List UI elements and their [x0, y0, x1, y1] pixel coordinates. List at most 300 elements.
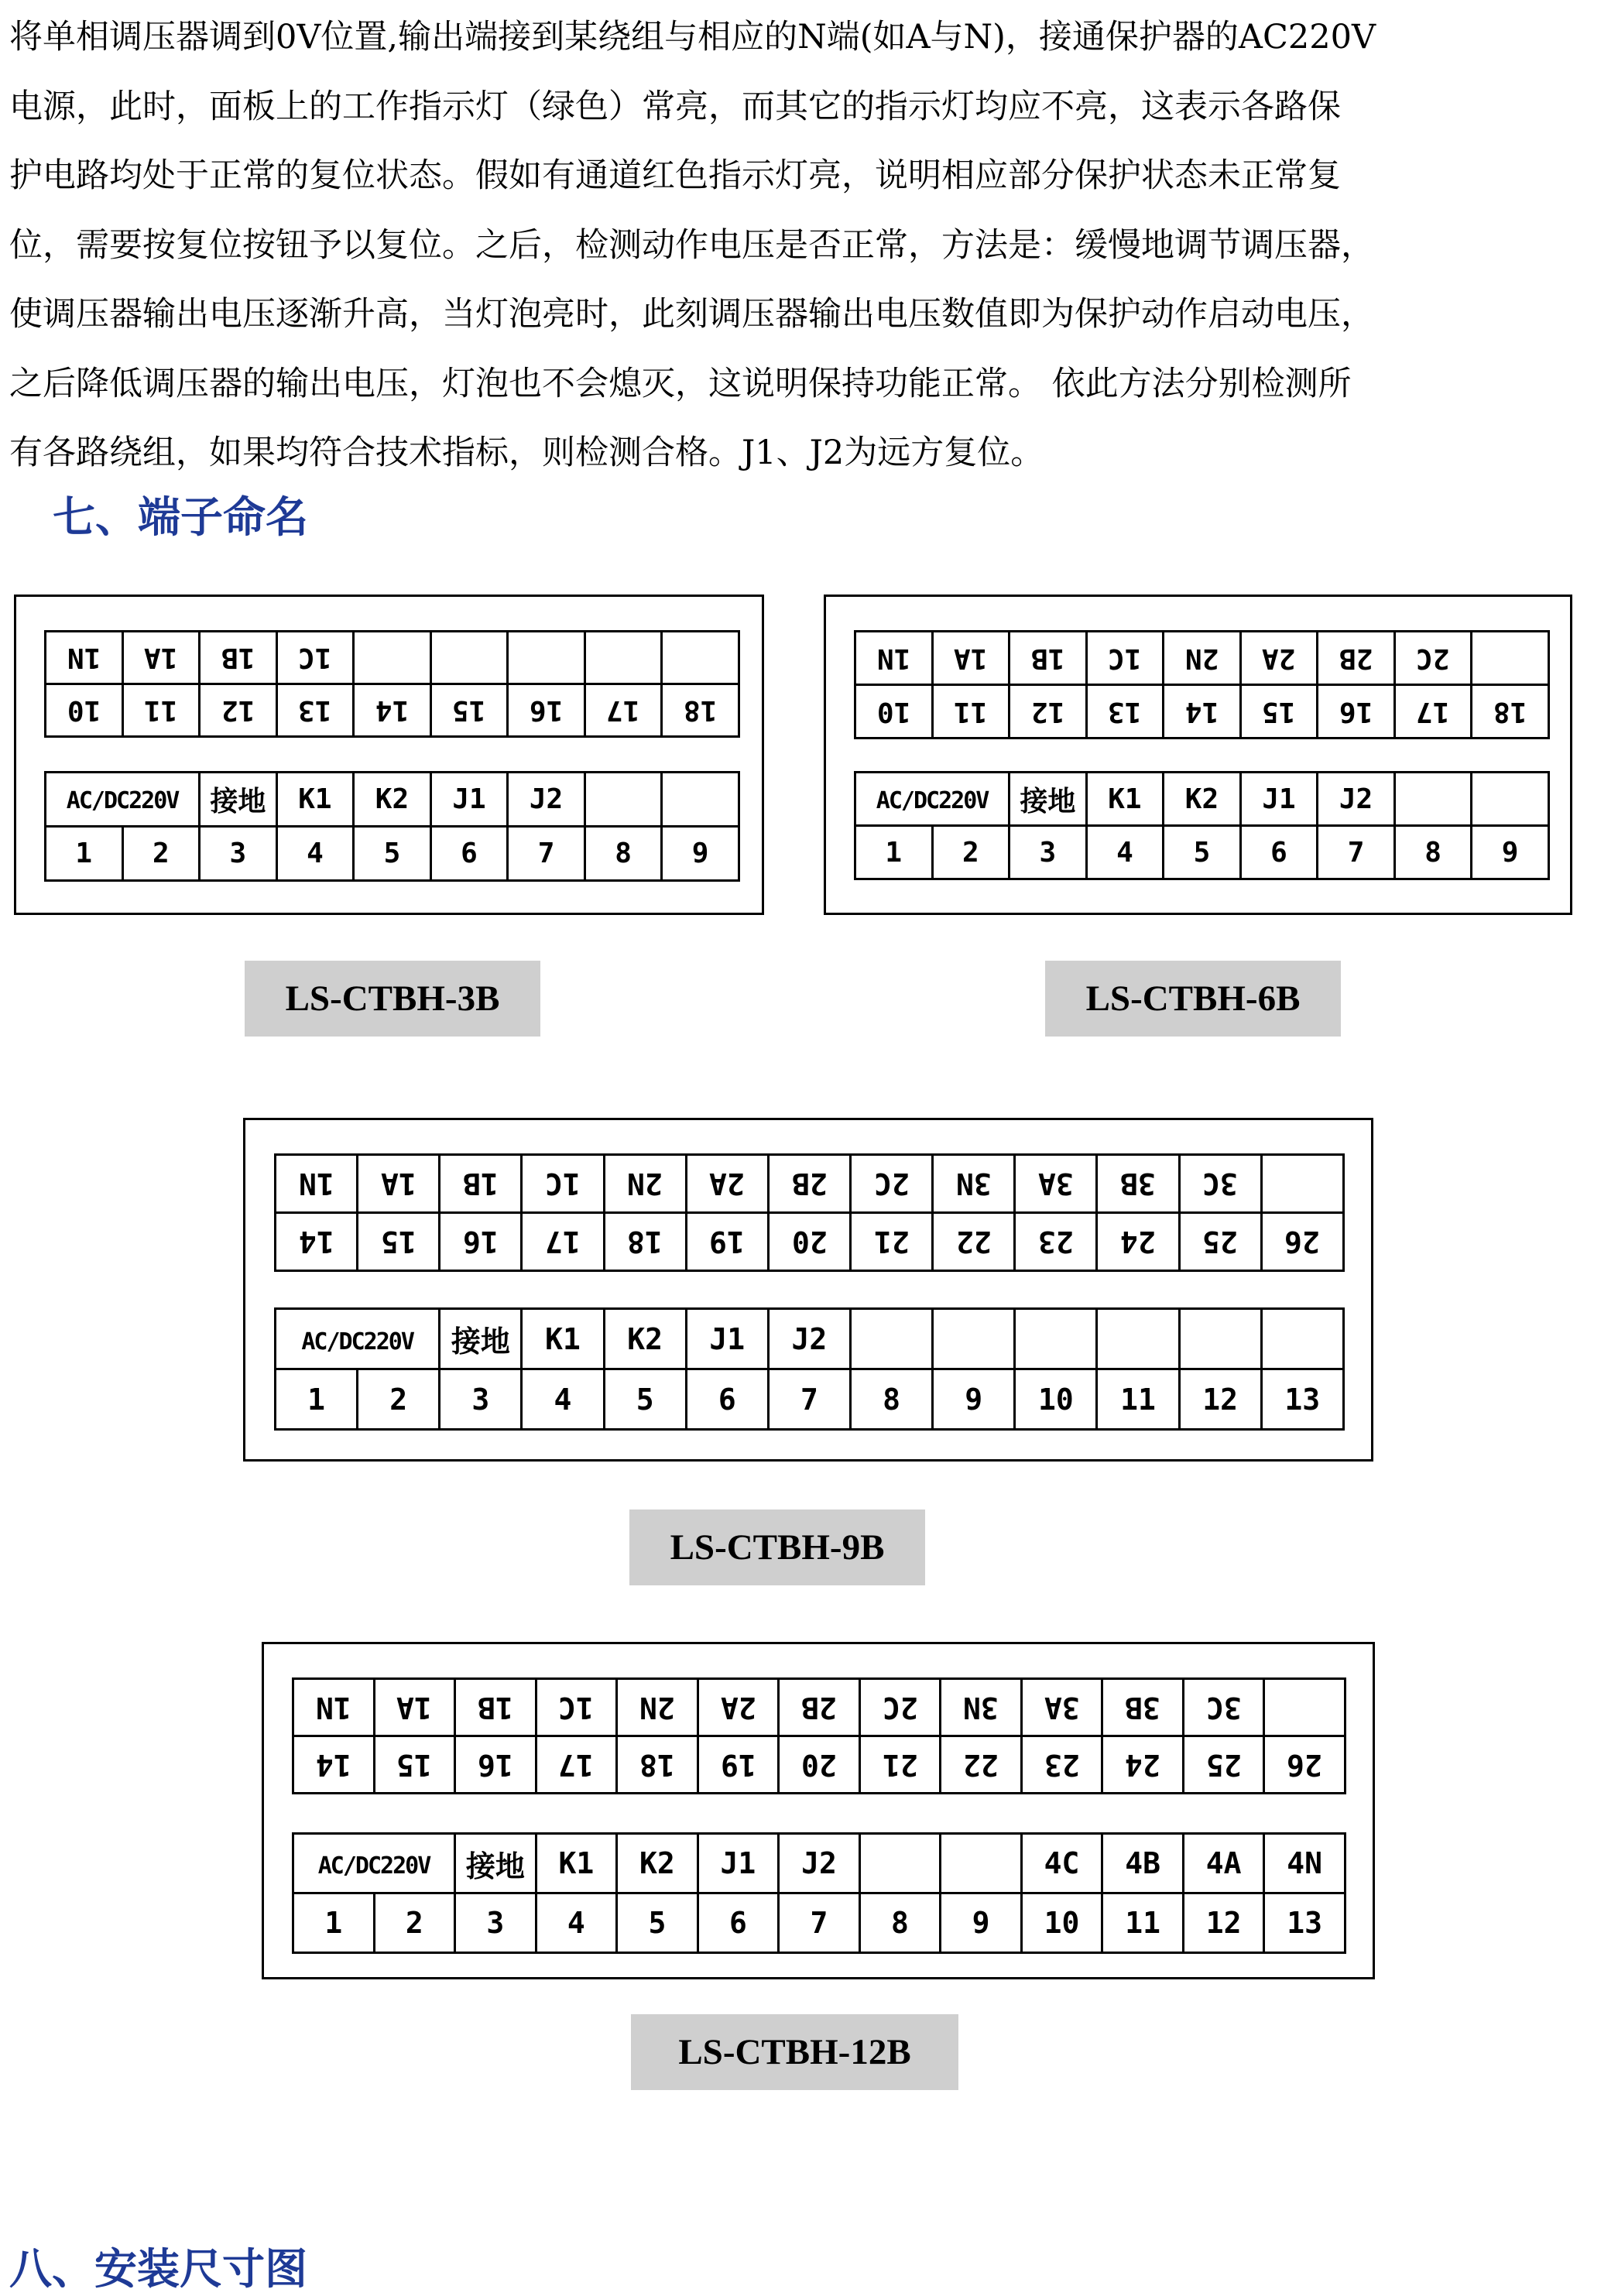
terminal-label-cell [941, 1679, 1022, 1736]
terminal-label: 2A [709, 1167, 746, 1201]
terminal-number-cell [698, 1736, 779, 1794]
terminal-label: K1 [558, 1846, 595, 1880]
terminal-number: 16 [462, 1225, 499, 1259]
terminal-number: 10 [67, 694, 101, 726]
terminal-label-cell [1318, 773, 1395, 826]
terminal-number-cell [276, 1213, 358, 1271]
terminal-label: 1A [380, 1167, 416, 1201]
terminal-number-cell [522, 1369, 604, 1430]
terminal-number: 17 [545, 1225, 581, 1259]
lower-terminal-table [274, 1307, 1345, 1431]
terminal-label: K1 [298, 783, 332, 815]
terminal-label-cell [1086, 773, 1164, 826]
terminal-number-cell [1021, 1736, 1102, 1794]
terminal-label: 2B [791, 1167, 828, 1201]
terminal-number-cell [1086, 685, 1164, 738]
terminal-number-cell [850, 1369, 932, 1430]
terminal-label-cell [276, 1309, 440, 1369]
terminal-number-cell [768, 1369, 850, 1430]
terminal-label-cell [122, 632, 200, 684]
label-row [46, 773, 739, 827]
terminal-label-cell [1261, 1155, 1343, 1213]
terminal-number: 8 [891, 1906, 909, 1940]
terminal-label: K2 [627, 1321, 663, 1356]
terminal-number: 25 [1205, 1747, 1242, 1782]
terminal-number-cell [604, 1213, 686, 1271]
terminal-label: AC/DC220V [66, 787, 179, 814]
terminal-number: 10 [876, 695, 910, 728]
terminal-number-cell [1318, 685, 1395, 738]
terminal-number: 17 [606, 694, 640, 726]
terminal-number-cell [584, 684, 662, 737]
terminal-number: 13 [1108, 695, 1142, 728]
terminal-number: 15 [380, 1225, 416, 1259]
number-row [855, 685, 1549, 738]
terminal-label: 1A [954, 642, 988, 674]
terminal-number-cell [358, 1369, 440, 1430]
paragraph-line: 电源，此时，面板上的工作指示灯（绿色）常亮，而其它的指示灯均应不亮，这表示各路保 [9, 87, 1341, 126]
terminal-label-cell [933, 1155, 1015, 1213]
paragraph-line: 将单相调压器调到0V位置,输出端接到某绕组与相应的N端(如A与N)，接通保护器的AC220V [9, 18, 1376, 57]
upper-terminal-table [292, 1677, 1346, 1794]
model-label-9b: LS-CTBH-9B [629, 1510, 925, 1585]
terminal-label-cell [354, 632, 431, 684]
terminal-label-cell [1097, 1155, 1179, 1213]
terminal-panel-9b [243, 1118, 1373, 1462]
terminal-number: 12 [1030, 695, 1065, 728]
terminal-number-cell [1010, 826, 1087, 879]
terminal-number: 8 [883, 1382, 900, 1417]
terminal-number-cell [1164, 685, 1241, 738]
terminal-label: J2 [1339, 783, 1373, 815]
terminal-label-cell [859, 1679, 941, 1736]
terminal-label-cell [430, 773, 508, 827]
terminal-label: 2B [801, 1690, 837, 1725]
terminal-number-cell [1240, 685, 1318, 738]
terminal-number: 20 [801, 1747, 837, 1782]
terminal-number-cell [1261, 1369, 1343, 1430]
terminal-number: 21 [873, 1225, 910, 1259]
terminal-number: 9 [1501, 836, 1519, 869]
terminal-label-cell [46, 773, 200, 827]
terminal-number: 11 [144, 694, 178, 726]
terminal-number-cell [430, 684, 508, 737]
terminal-label-cell [1240, 773, 1318, 826]
terminal-number-cell [358, 1213, 440, 1271]
terminal-label: 接地 [1020, 785, 1076, 817]
terminal-label: K1 [545, 1321, 581, 1356]
terminal-number: 6 [718, 1382, 736, 1417]
label-row [855, 632, 1549, 685]
terminal-number-cell [1010, 685, 1087, 738]
terminal-label: K2 [1184, 783, 1219, 815]
terminal-number: 2 [405, 1906, 423, 1940]
terminal-number: 7 [537, 838, 555, 869]
terminal-label-cell [354, 773, 431, 827]
terminal-number-cell [374, 1893, 455, 1953]
terminal-number: 5 [636, 1382, 654, 1417]
terminal-number-cell [354, 827, 431, 881]
terminal-label-cell [604, 1309, 686, 1369]
terminal-number-cell [1264, 1893, 1345, 1953]
terminal-label: AC/DC220V [317, 1852, 430, 1880]
terminal-label-cell [1179, 1309, 1261, 1369]
terminal-number: 7 [800, 1382, 818, 1417]
terminal-number: 12 [1205, 1906, 1242, 1940]
terminal-number-cell [536, 1893, 617, 1953]
terminal-number: 9 [972, 1906, 990, 1940]
terminal-label: 3N [963, 1690, 999, 1725]
terminal-number-cell [1183, 1893, 1264, 1953]
terminal-label: 3B [1120, 1167, 1156, 1201]
terminal-number-cell [1240, 826, 1318, 879]
terminal-label: 2C [873, 1167, 910, 1201]
terminal-label: J1 [709, 1321, 746, 1356]
terminal-label: 3A [1044, 1690, 1080, 1725]
terminal-number: 19 [720, 1747, 756, 1782]
number-row [855, 826, 1549, 879]
terminal-label: 1A [144, 642, 178, 673]
terminal-number-cell [1261, 1213, 1343, 1271]
model-label-12b: LS-CTBH-12B [631, 2014, 958, 2090]
terminal-label-cell [1102, 1679, 1184, 1736]
terminal-label-cell [440, 1309, 522, 1369]
terminal-label-cell [686, 1309, 768, 1369]
terminal-number-cell [1015, 1369, 1097, 1430]
terminal-number: 18 [1493, 695, 1527, 728]
terminal-number-cell [1097, 1213, 1179, 1271]
terminal-number-cell [1264, 1736, 1345, 1794]
terminal-number: 14 [298, 1225, 334, 1259]
terminal-number: 12 [221, 694, 255, 726]
terminal-label: 1N [67, 642, 101, 673]
terminal-number: 17 [1416, 695, 1450, 728]
paragraph-line: 之后降低调压器的输出电压，灯泡也不会熄灭，这说明保持功能正常。 依此方法分别检测所 [9, 364, 1352, 403]
label-row [855, 773, 1549, 826]
terminal-number-cell [440, 1213, 522, 1271]
terminal-label: 3N [955, 1167, 992, 1201]
terminal-number-cell [1179, 1369, 1261, 1430]
terminal-label-cell [1261, 1309, 1343, 1369]
terminal-label: 2A [720, 1690, 756, 1725]
label-row [293, 1679, 1345, 1736]
terminal-label: 接地 [210, 786, 266, 817]
terminal-number-cell [1097, 1369, 1179, 1430]
terminal-label-cell [662, 632, 739, 684]
terminal-number: 18 [683, 694, 718, 726]
terminal-label: 1N [876, 642, 910, 674]
terminal-number: 4 [567, 1906, 585, 1940]
terminal-number-cell [1318, 826, 1395, 879]
terminal-number-cell [662, 684, 739, 737]
terminal-number-cell [374, 1736, 455, 1794]
lower-terminal-table [292, 1832, 1346, 1954]
terminal-label: J1 [720, 1846, 756, 1880]
terminal-label: 接地 [465, 1849, 525, 1883]
label-row [276, 1155, 1344, 1213]
terminal-number-cell [941, 1893, 1022, 1953]
terminal-number-cell [617, 1736, 698, 1794]
terminal-label-cell [584, 773, 662, 827]
terminal-panel-6b [824, 595, 1572, 915]
terminal-number: 8 [615, 838, 632, 869]
terminal-number: 16 [529, 694, 564, 726]
terminal-number: 15 [452, 694, 486, 726]
terminal-number: 7 [810, 1906, 828, 1940]
terminal-number: 11 [954, 695, 988, 728]
terminal-label: 1N [315, 1690, 351, 1725]
terminal-number-cell [698, 1893, 779, 1953]
terminal-number-cell [779, 1736, 860, 1794]
terminal-number: 2 [962, 836, 979, 869]
upper-terminal-table [44, 630, 740, 738]
terminal-label-cell [522, 1155, 604, 1213]
terminal-number-cell [855, 685, 933, 738]
terminal-label-cell [850, 1309, 932, 1369]
lower-terminal-table [44, 771, 740, 882]
terminal-label: AC/DC220V [301, 1328, 413, 1355]
terminal-label: 3A [1037, 1167, 1074, 1201]
terminal-label-cell [855, 632, 933, 685]
terminal-number-cell [1164, 826, 1241, 879]
number-row [276, 1213, 1344, 1271]
terminal-number: 5 [648, 1906, 667, 1940]
terminal-number: 15 [396, 1747, 433, 1782]
terminal-label-cell [859, 1834, 941, 1893]
terminal-label: K2 [375, 783, 410, 815]
terminal-number: 1 [885, 836, 903, 869]
terminal-label-cell [536, 1679, 617, 1736]
terminal-label-cell [508, 773, 585, 827]
terminal-number: 21 [882, 1747, 918, 1782]
terminal-label-cell [1318, 632, 1395, 685]
terminal-label-cell [536, 1834, 617, 1893]
terminal-number-cell [604, 1369, 686, 1430]
terminal-number: 14 [1184, 695, 1219, 728]
terminal-label: J2 [529, 783, 564, 815]
terminal-label-cell [617, 1679, 698, 1736]
number-row [46, 684, 739, 737]
terminal-label-cell [276, 1155, 358, 1213]
terminal-number-cell [1015, 1213, 1097, 1271]
paragraph-line: 使调压器输出电压逐渐升高，当灯泡亮时，此刻调压器输出电压数值即为保护动作启动电压， [9, 295, 1374, 334]
terminal-number: 6 [461, 838, 478, 869]
terminal-number: 19 [709, 1225, 746, 1259]
terminal-label-cell [941, 1834, 1022, 1893]
terminal-number: 9 [965, 1382, 983, 1417]
terminal-label: 1C [298, 642, 332, 673]
section-7-heading: 七、端子命名 [53, 492, 309, 542]
terminal-label: 1N [298, 1167, 334, 1201]
terminal-number-cell [276, 827, 354, 881]
terminal-number-cell [850, 1213, 932, 1271]
terminal-label-cell [1015, 1155, 1097, 1213]
terminal-label: 2N [627, 1167, 663, 1201]
terminal-number-cell [430, 827, 508, 881]
terminal-label-cell [200, 773, 277, 827]
terminal-number: 20 [791, 1225, 828, 1259]
terminal-label: 2C [882, 1690, 918, 1725]
terminal-label: 4C [1044, 1846, 1080, 1880]
terminal-number-cell [508, 827, 585, 881]
terminal-number-cell [276, 684, 354, 737]
terminal-label-cell [768, 1155, 850, 1213]
terminal-number-cell [200, 827, 277, 881]
terminal-label-cell [1102, 1834, 1184, 1893]
terminal-label-cell [1021, 1834, 1102, 1893]
terminal-label: 2N [1184, 642, 1219, 674]
paragraph-line: 位，需要按复位按钮予以复位。之后，检测动作电压是否正常，方法是：缓慢地调节调压器， [9, 225, 1374, 265]
terminal-number: 2 [389, 1382, 408, 1417]
terminal-label: 接地 [451, 1324, 510, 1359]
label-row [293, 1834, 1345, 1893]
terminal-label-cell [686, 1155, 768, 1213]
terminal-label-cell [617, 1834, 698, 1893]
terminal-label-cell [455, 1834, 536, 1893]
terminal-number: 1 [307, 1382, 326, 1417]
terminal-number: 16 [477, 1747, 513, 1782]
terminal-number-cell [1102, 1893, 1184, 1953]
terminal-label: 4B [1125, 1846, 1160, 1880]
terminal-number-cell [932, 826, 1010, 879]
terminal-number-cell [855, 826, 933, 879]
terminal-panel-12b [262, 1642, 1375, 1979]
terminal-label: 1C [545, 1167, 581, 1201]
terminal-panel-3b [14, 595, 764, 915]
terminal-number: 15 [1262, 695, 1296, 728]
terminal-label-cell [1010, 773, 1087, 826]
terminal-label-cell [1164, 632, 1241, 685]
terminal-number: 26 [1284, 1225, 1321, 1259]
terminal-label-cell [358, 1155, 440, 1213]
number-row [46, 827, 739, 881]
terminal-number: 10 [1044, 1906, 1080, 1940]
terminal-number: 3 [229, 838, 247, 869]
terminal-label-cell [508, 632, 585, 684]
terminal-number-cell [354, 684, 431, 737]
terminal-number: 16 [1339, 695, 1373, 728]
terminal-number-cell [1086, 826, 1164, 879]
terminal-label: J2 [791, 1321, 828, 1356]
terminal-number-cell [1472, 826, 1549, 879]
upper-terminal-table [854, 630, 1550, 739]
number-row [293, 1736, 1345, 1794]
terminal-label: 4N [1287, 1846, 1323, 1880]
terminal-number: 10 [1037, 1382, 1074, 1417]
terminal-label: 1C [558, 1690, 595, 1725]
terminal-number: 18 [627, 1225, 663, 1259]
instruction-paragraph [9, 3, 1612, 488]
terminal-label-cell [1394, 773, 1472, 826]
section-8-heading: 八、安装尺寸图 [9, 2244, 308, 2294]
terminal-label-cell [1183, 1834, 1264, 1893]
terminal-label: 1B [221, 642, 255, 673]
terminal-number: 18 [639, 1747, 675, 1782]
number-row [293, 1893, 1345, 1953]
terminal-number-cell [440, 1369, 522, 1430]
terminal-number-cell [859, 1736, 941, 1794]
terminal-label: 1B [462, 1167, 499, 1201]
terminal-label-cell [1015, 1309, 1097, 1369]
terminal-label-cell [1264, 1679, 1345, 1736]
terminal-number: 14 [375, 694, 410, 726]
label-row [276, 1309, 1344, 1369]
terminal-label-cell [455, 1679, 536, 1736]
terminal-label-cell [698, 1834, 779, 1893]
terminal-label: 4A [1205, 1846, 1242, 1880]
terminal-label: 3C [1202, 1167, 1238, 1201]
terminal-number: 4 [554, 1382, 572, 1417]
terminal-number-cell [200, 684, 277, 737]
terminal-number-cell [1394, 685, 1472, 738]
terminal-label-cell [1010, 632, 1087, 685]
terminal-number: 4 [307, 838, 324, 869]
terminal-label-cell [1472, 773, 1549, 826]
terminal-label: K1 [1108, 783, 1142, 815]
terminal-number: 26 [1287, 1747, 1323, 1782]
terminal-label-cell [1394, 632, 1472, 685]
terminal-number: 22 [963, 1747, 999, 1782]
terminal-label: K2 [639, 1846, 675, 1880]
terminal-number: 23 [1037, 1225, 1074, 1259]
terminal-number: 3 [471, 1382, 490, 1417]
terminal-number-cell [1183, 1736, 1264, 1794]
terminal-label: 1A [396, 1690, 433, 1725]
terminal-label-cell [440, 1155, 522, 1213]
terminal-label: AC/DC220V [876, 786, 989, 814]
terminal-label: 2C [1416, 642, 1450, 674]
terminal-label-cell [1179, 1155, 1261, 1213]
terminal-number: 6 [728, 1906, 747, 1940]
terminal-label: 3C [1205, 1690, 1242, 1725]
terminal-label-cell [850, 1155, 932, 1213]
terminal-number: 12 [1202, 1382, 1238, 1417]
terminal-number: 11 [1125, 1906, 1160, 1940]
terminal-label: J2 [801, 1846, 837, 1880]
terminal-label-cell [604, 1155, 686, 1213]
terminal-number: 8 [1424, 836, 1441, 869]
terminal-number: 23 [1044, 1747, 1080, 1782]
terminal-label: 2N [639, 1690, 675, 1725]
terminal-label: 1B [477, 1690, 513, 1725]
terminal-number-cell [455, 1736, 536, 1794]
terminal-label-cell [374, 1679, 455, 1736]
terminal-number: 1 [324, 1906, 343, 1940]
terminal-label-cell [698, 1679, 779, 1736]
terminal-number-cell [933, 1369, 1015, 1430]
terminal-number: 9 [691, 838, 709, 869]
terminal-label-cell [855, 773, 1010, 826]
terminal-label-cell [1086, 632, 1164, 685]
terminal-number: 7 [1347, 836, 1365, 869]
terminal-label: J1 [1262, 783, 1296, 815]
terminal-label: 1C [1108, 642, 1142, 674]
terminal-number-cell [536, 1736, 617, 1794]
terminal-label-cell [276, 773, 354, 827]
number-row [276, 1369, 1344, 1430]
terminal-label-cell [293, 1834, 455, 1893]
model-label-6b: LS-CTBH-6B [1045, 961, 1341, 1037]
terminal-label-cell [1183, 1679, 1264, 1736]
terminal-label-cell [430, 632, 508, 684]
terminal-label-cell [779, 1834, 860, 1893]
terminal-number-cell [276, 1369, 358, 1430]
terminal-number: 5 [383, 838, 401, 869]
terminal-label-cell [200, 632, 277, 684]
terminal-number: 11 [1120, 1382, 1156, 1417]
terminal-number-cell [46, 684, 123, 737]
terminal-label-cell [1021, 1679, 1102, 1736]
